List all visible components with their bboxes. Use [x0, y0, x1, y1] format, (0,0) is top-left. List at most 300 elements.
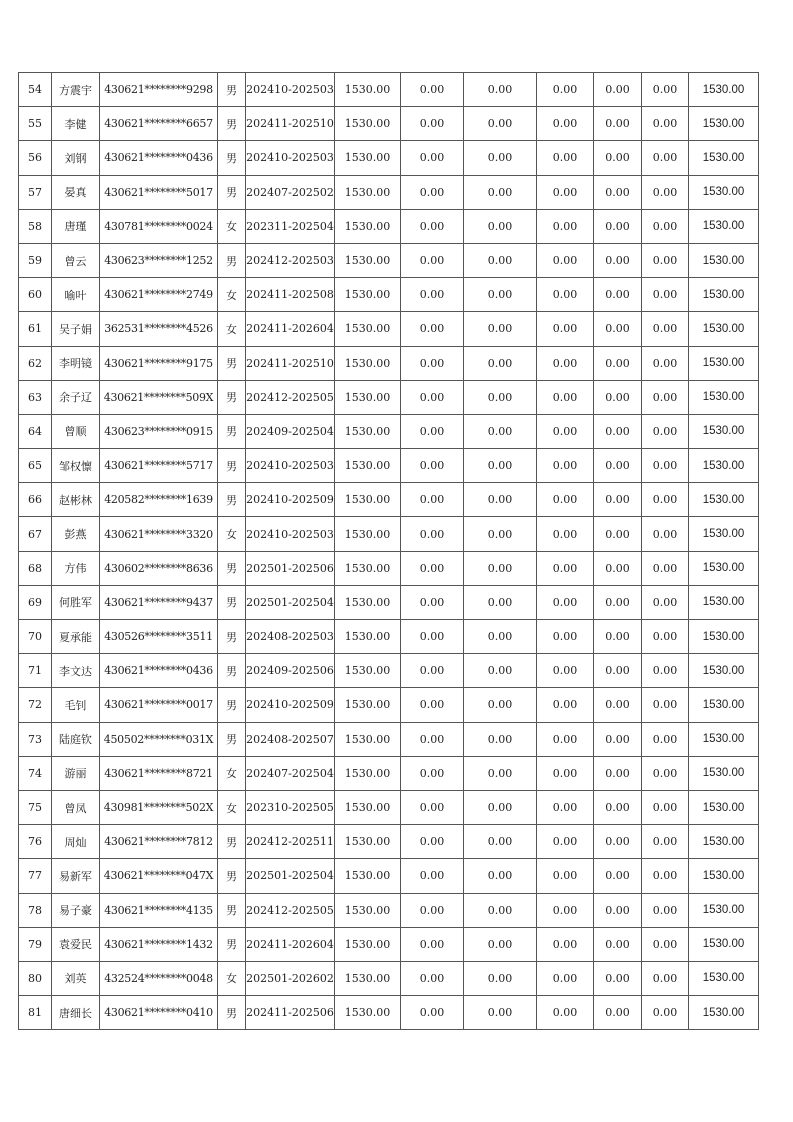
total-cell: 1530.00 [689, 141, 759, 175]
id-number-cell: 430621********0436 [100, 141, 218, 175]
name-cell: 方震宇 [52, 73, 100, 107]
value-cell-1: 0.00 [401, 722, 464, 756]
row-number-cell: 60 [19, 278, 52, 312]
gender-cell: 男 [218, 551, 246, 585]
row-number-cell: 62 [19, 346, 52, 380]
gender-cell: 男 [218, 654, 246, 688]
gender-cell: 男 [218, 107, 246, 141]
table-row [19, 893, 759, 927]
table-row [19, 620, 759, 654]
value-cell-4: 0.00 [594, 996, 642, 1030]
value-cell-2: 0.00 [464, 893, 537, 927]
table-row [19, 825, 759, 859]
value-cell-4: 0.00 [594, 790, 642, 824]
id-number-cell: 430621********5717 [100, 449, 218, 483]
total-cell: 1530.00 [689, 585, 759, 619]
value-cell-2: 0.00 [464, 688, 537, 722]
name-cell: 晏真 [52, 175, 100, 209]
value-cell-2: 0.00 [464, 175, 537, 209]
id-number-cell: 430621********1432 [100, 927, 218, 961]
value-cell-2: 0.00 [464, 209, 537, 243]
value-cell-1: 0.00 [401, 346, 464, 380]
value-cell-3: 0.00 [537, 141, 594, 175]
total-cell: 1530.00 [689, 278, 759, 312]
gender-cell: 男 [218, 927, 246, 961]
name-cell: 何胜军 [52, 585, 100, 619]
value-cell-4: 0.00 [594, 859, 642, 893]
row-number-cell: 66 [19, 483, 52, 517]
value-cell-5: 0.00 [642, 107, 689, 141]
value-cell-1: 0.00 [401, 209, 464, 243]
value-cell-2: 0.00 [464, 825, 537, 859]
gender-cell: 男 [218, 483, 246, 517]
value-cell-4: 0.00 [594, 243, 642, 277]
id-number-cell: 430621********9298 [100, 73, 218, 107]
gender-cell: 女 [218, 278, 246, 312]
total-cell: 1530.00 [689, 414, 759, 448]
value-cell-1: 0.00 [401, 517, 464, 551]
name-cell: 易新军 [52, 859, 100, 893]
value-cell-1: 0.00 [401, 243, 464, 277]
row-number-cell: 70 [19, 620, 52, 654]
value-cell-3: 0.00 [537, 346, 594, 380]
id-number-cell: 430621********7812 [100, 825, 218, 859]
total-cell: 1530.00 [689, 654, 759, 688]
value-cell-1: 0.00 [401, 620, 464, 654]
value-cell-4: 0.00 [594, 688, 642, 722]
value-cell-1: 0.00 [401, 790, 464, 824]
value-cell-4: 0.00 [594, 175, 642, 209]
value-cell-1: 0.00 [401, 688, 464, 722]
amount-cell: 1530.00 [335, 312, 401, 346]
value-cell-4: 0.00 [594, 141, 642, 175]
amount-cell: 1530.00 [335, 380, 401, 414]
value-cell-3: 0.00 [537, 654, 594, 688]
gender-cell: 男 [218, 859, 246, 893]
gender-cell: 女 [218, 756, 246, 790]
row-number-cell: 61 [19, 312, 52, 346]
table-row [19, 551, 759, 585]
value-cell-4: 0.00 [594, 483, 642, 517]
row-number-cell: 79 [19, 927, 52, 961]
total-cell: 1530.00 [689, 722, 759, 756]
value-cell-2: 0.00 [464, 756, 537, 790]
value-cell-5: 0.00 [642, 688, 689, 722]
value-cell-5: 0.00 [642, 585, 689, 619]
id-number-cell: 430621********9175 [100, 346, 218, 380]
id-number-cell: 430621********047X [100, 859, 218, 893]
value-cell-4: 0.00 [594, 927, 642, 961]
row-number-cell: 77 [19, 859, 52, 893]
value-cell-5: 0.00 [642, 243, 689, 277]
row-number-cell: 80 [19, 961, 52, 995]
value-cell-2: 0.00 [464, 346, 537, 380]
period-cell: 202407-202502 [246, 175, 335, 209]
value-cell-5: 0.00 [642, 483, 689, 517]
name-cell: 喻叶 [52, 278, 100, 312]
row-number-cell: 68 [19, 551, 52, 585]
name-cell: 李健 [52, 107, 100, 141]
value-cell-4: 0.00 [594, 722, 642, 756]
value-cell-3: 0.00 [537, 380, 594, 414]
period-cell: 202501-202506 [246, 551, 335, 585]
value-cell-3: 0.00 [537, 996, 594, 1030]
value-cell-4: 0.00 [594, 209, 642, 243]
total-cell: 1530.00 [689, 209, 759, 243]
amount-cell: 1530.00 [335, 346, 401, 380]
amount-cell: 1530.00 [335, 893, 401, 927]
value-cell-4: 0.00 [594, 961, 642, 995]
row-number-cell: 76 [19, 825, 52, 859]
total-cell: 1530.00 [689, 859, 759, 893]
row-number-cell: 75 [19, 790, 52, 824]
amount-cell: 1530.00 [335, 107, 401, 141]
value-cell-1: 0.00 [401, 893, 464, 927]
name-cell: 邹权懔 [52, 449, 100, 483]
id-number-cell: 430621********509X [100, 380, 218, 414]
value-cell-3: 0.00 [537, 585, 594, 619]
period-cell: 202411-202604 [246, 927, 335, 961]
value-cell-4: 0.00 [594, 654, 642, 688]
name-cell: 赵彬林 [52, 483, 100, 517]
name-cell: 周灿 [52, 825, 100, 859]
value-cell-1: 0.00 [401, 278, 464, 312]
id-number-cell: 430621********5017 [100, 175, 218, 209]
value-cell-4: 0.00 [594, 825, 642, 859]
amount-cell: 1530.00 [335, 825, 401, 859]
total-cell: 1530.00 [689, 73, 759, 107]
value-cell-4: 0.00 [594, 756, 642, 790]
value-cell-4: 0.00 [594, 312, 642, 346]
value-cell-3: 0.00 [537, 893, 594, 927]
gender-cell: 女 [218, 517, 246, 551]
period-cell: 202411-202506 [246, 996, 335, 1030]
value-cell-1: 0.00 [401, 859, 464, 893]
value-cell-5: 0.00 [642, 414, 689, 448]
total-cell: 1530.00 [689, 380, 759, 414]
table-row [19, 107, 759, 141]
value-cell-2: 0.00 [464, 654, 537, 688]
amount-cell: 1530.00 [335, 278, 401, 312]
value-cell-2: 0.00 [464, 449, 537, 483]
table-row [19, 414, 759, 448]
period-cell: 202411-202604 [246, 312, 335, 346]
amount-cell: 1530.00 [335, 73, 401, 107]
row-number-cell: 58 [19, 209, 52, 243]
id-number-cell: 430621********3320 [100, 517, 218, 551]
amount-cell: 1530.00 [335, 175, 401, 209]
value-cell-3: 0.00 [537, 483, 594, 517]
total-cell: 1530.00 [689, 449, 759, 483]
value-cell-4: 0.00 [594, 414, 642, 448]
table-row [19, 585, 759, 619]
amount-cell: 1530.00 [335, 859, 401, 893]
value-cell-2: 0.00 [464, 483, 537, 517]
period-cell: 202412-202505 [246, 380, 335, 414]
total-cell: 1530.00 [689, 996, 759, 1030]
total-cell: 1530.00 [689, 107, 759, 141]
name-cell: 余子辽 [52, 380, 100, 414]
name-cell: 唐细长 [52, 996, 100, 1030]
value-cell-3: 0.00 [537, 756, 594, 790]
total-cell: 1530.00 [689, 483, 759, 517]
row-number-cell: 72 [19, 688, 52, 722]
value-cell-3: 0.00 [537, 688, 594, 722]
value-cell-5: 0.00 [642, 756, 689, 790]
amount-cell: 1530.00 [335, 551, 401, 585]
table-row [19, 278, 759, 312]
value-cell-3: 0.00 [537, 961, 594, 995]
amount-cell: 1530.00 [335, 790, 401, 824]
value-cell-2: 0.00 [464, 380, 537, 414]
gender-cell: 女 [218, 312, 246, 346]
amount-cell: 1530.00 [335, 620, 401, 654]
value-cell-3: 0.00 [537, 73, 594, 107]
id-number-cell: 430621********4135 [100, 893, 218, 927]
value-cell-5: 0.00 [642, 517, 689, 551]
value-cell-5: 0.00 [642, 893, 689, 927]
gender-cell: 男 [218, 414, 246, 448]
value-cell-2: 0.00 [464, 585, 537, 619]
id-number-cell: 430981********502X [100, 790, 218, 824]
gender-cell: 女 [218, 209, 246, 243]
id-number-cell: 430623********1252 [100, 243, 218, 277]
value-cell-3: 0.00 [537, 825, 594, 859]
amount-cell: 1530.00 [335, 141, 401, 175]
table-row [19, 790, 759, 824]
table-body [19, 73, 759, 1030]
name-cell: 刘钢 [52, 141, 100, 175]
id-number-cell: 430621********2749 [100, 278, 218, 312]
name-cell: 游丽 [52, 756, 100, 790]
table-row [19, 175, 759, 209]
value-cell-1: 0.00 [401, 654, 464, 688]
gender-cell: 男 [218, 722, 246, 756]
name-cell: 李明镜 [52, 346, 100, 380]
value-cell-1: 0.00 [401, 141, 464, 175]
id-number-cell: 450502********031X [100, 722, 218, 756]
table-row [19, 961, 759, 995]
value-cell-5: 0.00 [642, 380, 689, 414]
row-number-cell: 56 [19, 141, 52, 175]
period-cell: 202409-202504 [246, 414, 335, 448]
total-cell: 1530.00 [689, 620, 759, 654]
id-number-cell: 430621********8721 [100, 756, 218, 790]
value-cell-5: 0.00 [642, 825, 689, 859]
name-cell: 曾顺 [52, 414, 100, 448]
total-cell: 1530.00 [689, 175, 759, 209]
value-cell-4: 0.00 [594, 893, 642, 927]
value-cell-1: 0.00 [401, 449, 464, 483]
value-cell-1: 0.00 [401, 312, 464, 346]
value-cell-2: 0.00 [464, 551, 537, 585]
id-number-cell: 362531********4526 [100, 312, 218, 346]
total-cell: 1530.00 [689, 346, 759, 380]
value-cell-3: 0.00 [537, 449, 594, 483]
period-cell: 202410-202503 [246, 73, 335, 107]
gender-cell: 男 [218, 346, 246, 380]
value-cell-5: 0.00 [642, 346, 689, 380]
name-cell: 唐瑾 [52, 209, 100, 243]
value-cell-1: 0.00 [401, 756, 464, 790]
amount-cell: 1530.00 [335, 654, 401, 688]
value-cell-4: 0.00 [594, 620, 642, 654]
total-cell: 1530.00 [689, 893, 759, 927]
amount-cell: 1530.00 [335, 243, 401, 277]
value-cell-4: 0.00 [594, 278, 642, 312]
value-cell-5: 0.00 [642, 141, 689, 175]
period-cell: 202408-202507 [246, 722, 335, 756]
amount-cell: 1530.00 [335, 927, 401, 961]
value-cell-5: 0.00 [642, 449, 689, 483]
table-row [19, 380, 759, 414]
gender-cell: 男 [218, 620, 246, 654]
amount-cell: 1530.00 [335, 414, 401, 448]
value-cell-5: 0.00 [642, 722, 689, 756]
name-cell: 曾云 [52, 243, 100, 277]
table-row [19, 346, 759, 380]
gender-cell: 男 [218, 893, 246, 927]
value-cell-1: 0.00 [401, 927, 464, 961]
value-cell-4: 0.00 [594, 73, 642, 107]
table-row [19, 517, 759, 551]
id-number-cell: 430621********0017 [100, 688, 218, 722]
period-cell: 202407-202504 [246, 756, 335, 790]
table-row [19, 927, 759, 961]
table-row [19, 756, 759, 790]
period-cell: 202412-202505 [246, 893, 335, 927]
amount-cell: 1530.00 [335, 209, 401, 243]
period-cell: 202411-202508 [246, 278, 335, 312]
row-number-cell: 81 [19, 996, 52, 1030]
gender-cell: 男 [218, 688, 246, 722]
period-cell: 202411-202510 [246, 346, 335, 380]
row-number-cell: 71 [19, 654, 52, 688]
value-cell-3: 0.00 [537, 790, 594, 824]
value-cell-5: 0.00 [642, 961, 689, 995]
period-cell: 202408-202503 [246, 620, 335, 654]
value-cell-3: 0.00 [537, 551, 594, 585]
amount-cell: 1530.00 [335, 961, 401, 995]
value-cell-2: 0.00 [464, 517, 537, 551]
table-row [19, 209, 759, 243]
value-cell-3: 0.00 [537, 859, 594, 893]
id-number-cell: 430621********9437 [100, 585, 218, 619]
value-cell-3: 0.00 [537, 107, 594, 141]
value-cell-5: 0.00 [642, 175, 689, 209]
name-cell: 彭燕 [52, 517, 100, 551]
value-cell-3: 0.00 [537, 312, 594, 346]
value-cell-1: 0.00 [401, 175, 464, 209]
row-number-cell: 67 [19, 517, 52, 551]
period-cell: 202311-202504 [246, 209, 335, 243]
value-cell-2: 0.00 [464, 243, 537, 277]
total-cell: 1530.00 [689, 551, 759, 585]
value-cell-1: 0.00 [401, 380, 464, 414]
gender-cell: 男 [218, 996, 246, 1030]
total-cell: 1530.00 [689, 790, 759, 824]
name-cell: 夏承能 [52, 620, 100, 654]
row-number-cell: 65 [19, 449, 52, 483]
name-cell: 袁爱民 [52, 927, 100, 961]
gender-cell: 男 [218, 175, 246, 209]
name-cell: 刘英 [52, 961, 100, 995]
id-number-cell: 430781********0024 [100, 209, 218, 243]
value-cell-5: 0.00 [642, 73, 689, 107]
row-number-cell: 63 [19, 380, 52, 414]
value-cell-4: 0.00 [594, 585, 642, 619]
value-cell-2: 0.00 [464, 312, 537, 346]
value-cell-3: 0.00 [537, 175, 594, 209]
row-number-cell: 64 [19, 414, 52, 448]
value-cell-2: 0.00 [464, 961, 537, 995]
value-cell-5: 0.00 [642, 209, 689, 243]
total-cell: 1530.00 [689, 517, 759, 551]
table-row [19, 996, 759, 1030]
table-row [19, 141, 759, 175]
row-number-cell: 54 [19, 73, 52, 107]
name-cell: 易子豪 [52, 893, 100, 927]
value-cell-1: 0.00 [401, 483, 464, 517]
period-cell: 202412-202503 [246, 243, 335, 277]
value-cell-4: 0.00 [594, 517, 642, 551]
period-cell: 202410-202503 [246, 449, 335, 483]
value-cell-5: 0.00 [642, 927, 689, 961]
gender-cell: 男 [218, 141, 246, 175]
value-cell-3: 0.00 [537, 620, 594, 654]
id-number-cell: 430621********0436 [100, 654, 218, 688]
row-number-cell: 59 [19, 243, 52, 277]
id-number-cell: 430621********6657 [100, 107, 218, 141]
value-cell-1: 0.00 [401, 414, 464, 448]
name-cell: 方伟 [52, 551, 100, 585]
value-cell-5: 0.00 [642, 654, 689, 688]
gender-cell: 女 [218, 961, 246, 995]
value-cell-2: 0.00 [464, 141, 537, 175]
amount-cell: 1530.00 [335, 722, 401, 756]
row-number-cell: 78 [19, 893, 52, 927]
period-cell: 202411-202510 [246, 107, 335, 141]
amount-cell: 1530.00 [335, 449, 401, 483]
name-cell: 陆庭钦 [52, 722, 100, 756]
table-row [19, 312, 759, 346]
gender-cell: 男 [218, 73, 246, 107]
gender-cell: 男 [218, 585, 246, 619]
total-cell: 1530.00 [689, 688, 759, 722]
name-cell: 吴子娟 [52, 312, 100, 346]
total-cell: 1530.00 [689, 961, 759, 995]
value-cell-5: 0.00 [642, 551, 689, 585]
amount-cell: 1530.00 [335, 688, 401, 722]
period-cell: 202410-202509 [246, 688, 335, 722]
table-row [19, 449, 759, 483]
value-cell-3: 0.00 [537, 278, 594, 312]
value-cell-3: 0.00 [537, 927, 594, 961]
gender-cell: 男 [218, 449, 246, 483]
id-number-cell: 430623********0915 [100, 414, 218, 448]
value-cell-5: 0.00 [642, 859, 689, 893]
gender-cell: 男 [218, 825, 246, 859]
value-cell-3: 0.00 [537, 722, 594, 756]
table-row [19, 722, 759, 756]
amount-cell: 1530.00 [335, 483, 401, 517]
value-cell-4: 0.00 [594, 380, 642, 414]
value-cell-4: 0.00 [594, 107, 642, 141]
value-cell-2: 0.00 [464, 73, 537, 107]
table-row [19, 654, 759, 688]
value-cell-2: 0.00 [464, 414, 537, 448]
total-cell: 1530.00 [689, 825, 759, 859]
